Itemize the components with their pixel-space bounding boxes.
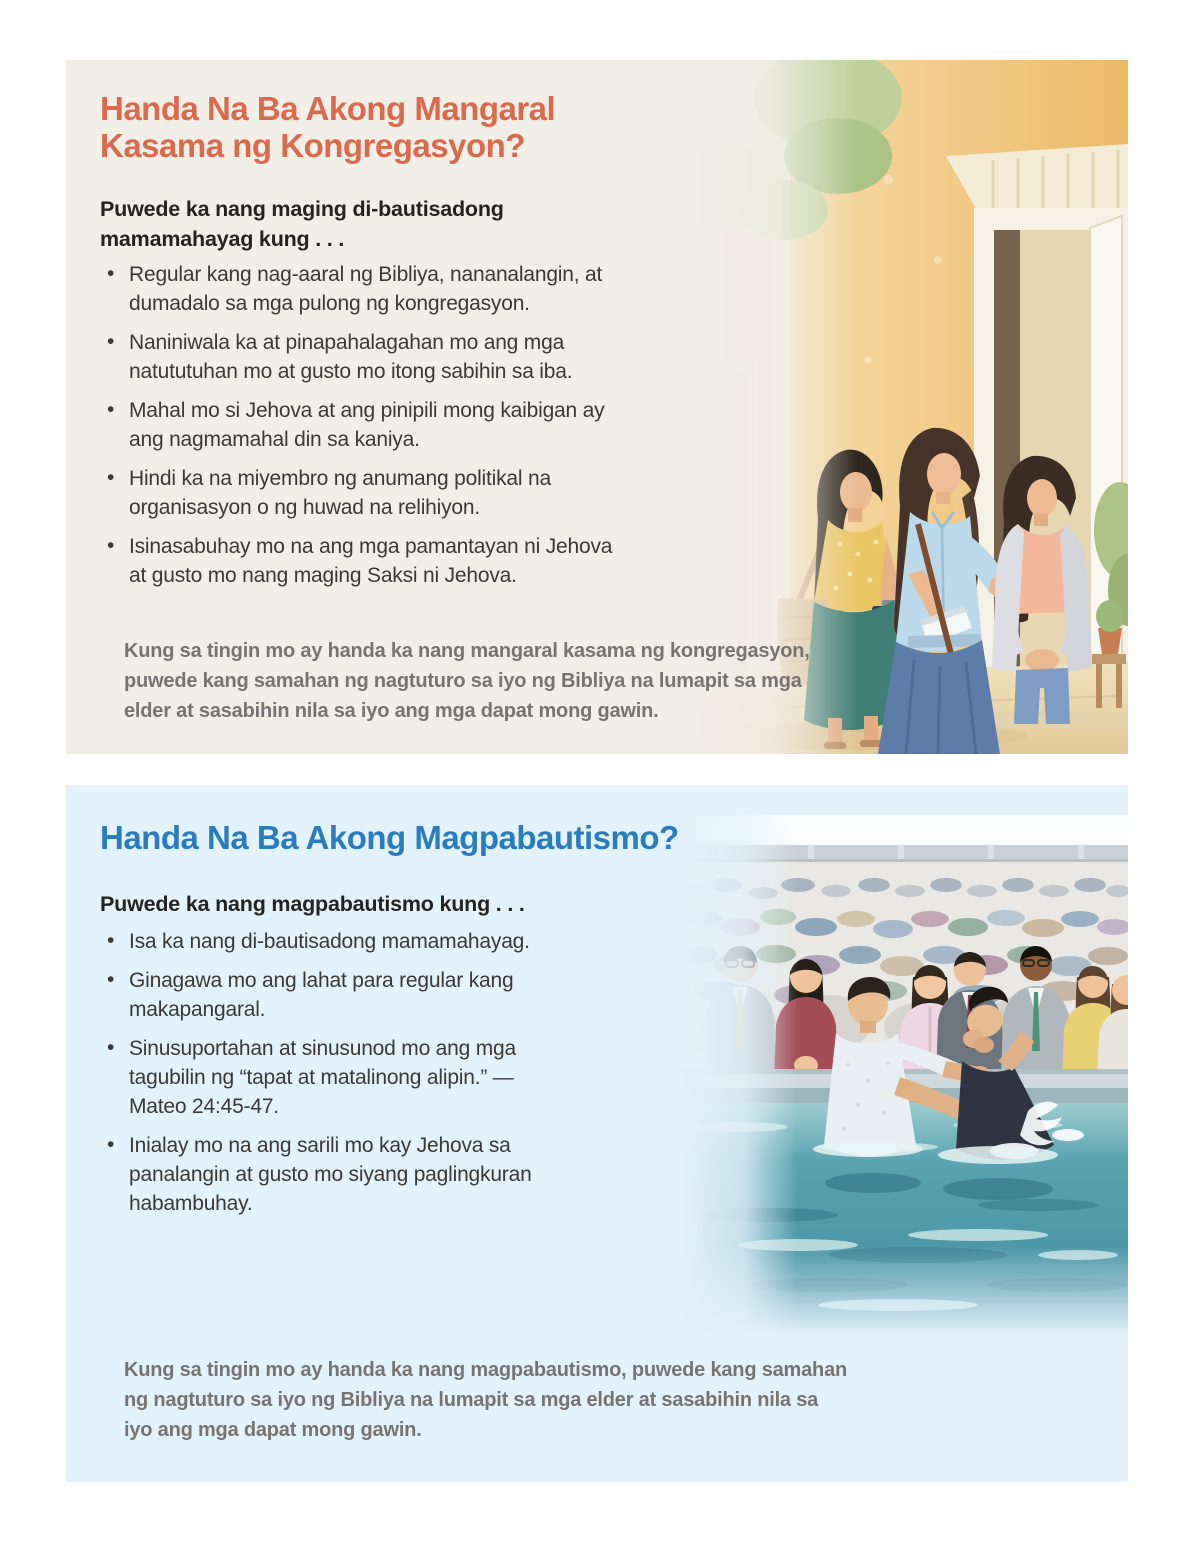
subtitle-line: Puwede ka nang maging di-bautisadong (100, 197, 504, 221)
footnote-line: Kung sa tingin mo ay handa ka nang magpabautismo, puwede kang samahan (124, 1359, 848, 1381)
bullet-item: • Sinusuportahan at sinusunod mo ang mga tagubilin ng “tapat at matalinong alipin.” —Mateo 24:45-47. (100, 1034, 570, 1121)
footnote-line: elder at sasabihin nila sa iyo ang mga dapat mong gawin. (124, 700, 659, 722)
bullet-item: • Isinasabuhay mo na ang mga pamantayan ni Jehova at gusto mo nang maging Saksi ni Jehova. (100, 532, 620, 590)
panel-subtitle (100, 194, 504, 254)
subtitle-line: Puwede ka nang magpabautismo kung . . . (100, 892, 525, 916)
bullet-list (100, 927, 570, 1228)
bullet-item: • Isa ka nang di-bautisadong mamamahayag. (100, 927, 570, 956)
bullet-item: • Ginagawa mo ang lahat para regular kang makapangaral. (100, 966, 570, 1024)
title-line: Kasama ng Kongregasyon? (100, 127, 525, 164)
bullet-item: • Mahal mo si Jehova at ang pinipili mong kaibigan ay ang nagmamahal din sa kaniya. (100, 396, 620, 454)
footnote-line: iyo ang mga dapat mong gawin. (124, 1419, 422, 1441)
footnote-line: puwede kang samahan ng nagtuturo sa iyo ng Bibliya na lumapit sa mga (124, 670, 802, 692)
bullet-list (100, 260, 620, 600)
panel-title (100, 819, 679, 856)
panel-content (66, 785, 1128, 1482)
footer-note (124, 636, 810, 726)
bullet-item: • Regular kang nag-aaral ng Bibliya, nananalangin, at dumadalo sa mga pulong ng kongregasyon. (100, 260, 620, 318)
footer-note (124, 1355, 847, 1445)
panel-baptism (66, 785, 1128, 1482)
bullet-item: • Hindi ka na miyembro ng anumang politikal na organisasyon o ng huwad na relihiyon. (100, 464, 620, 522)
bullet-item: • Naniniwala ka at pinapahalagahan mo ang mga natututuhan mo at gusto mo itong sabihin sa iba. (100, 328, 620, 386)
title-line: Handa Na Ba Akong Mangaral (100, 90, 556, 127)
panel-preaching (66, 60, 1128, 754)
panel-title (100, 90, 555, 164)
subtitle-line: mamamahayag kung . . . (100, 227, 345, 251)
footnote-line: Kung sa tingin mo ay handa ka nang mangaral kasama ng kongregasyon, (124, 640, 810, 662)
title-line: Handa Na Ba Akong Magpabautismo? (100, 819, 679, 856)
footnote-line: ng nagtuturo sa iyo ng Bibliya na lumapit sa mga elder at sasabihin nila sa (124, 1389, 819, 1411)
panel-content (66, 60, 1128, 754)
bullet-item: • Inialay mo na ang sarili mo kay Jehova sa panalangin at gusto mo siyang paglingkuran habambuhay. (100, 1131, 570, 1218)
panel-subtitle (100, 889, 525, 919)
